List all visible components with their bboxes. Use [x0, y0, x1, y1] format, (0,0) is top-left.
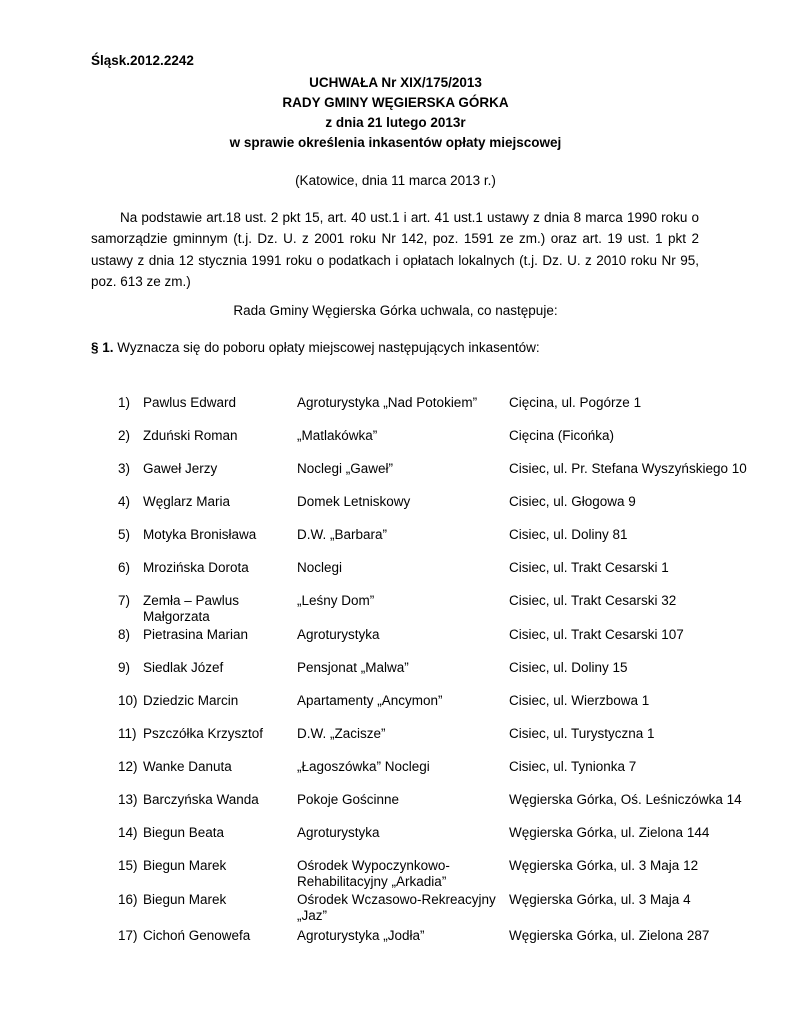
collector-number: 6) — [118, 560, 131, 575]
collector-row — [0, 627, 791, 647]
collector-object: „Leśny Dom” — [297, 593, 375, 608]
collector-name: Biegun Beata — [143, 825, 225, 840]
resolution-line: Rada Gminy Węgierska Górka uchwala, co następuje: — [233, 303, 558, 318]
collector-object: „Łagoszówka” Noclegi — [297, 759, 430, 774]
collector-number: 12) — [118, 759, 138, 774]
collector-name: Motyka Bronisława — [143, 527, 257, 542]
collector-number: 5) — [118, 527, 131, 542]
collector-name: Pietrasina Marian — [143, 627, 249, 642]
collector-row — [0, 792, 791, 812]
collector-number: 7) — [118, 593, 131, 608]
collector-row — [0, 858, 791, 889]
collector-row — [0, 892, 791, 923]
collector-address: Węgierska Górka, ul. Zielona 287 — [509, 928, 710, 943]
collector-object: Pokoje Gościnne — [297, 792, 400, 807]
resolution-title: UCHWAŁA Nr XIX/175/2013 — [309, 75, 482, 90]
collector-row — [0, 395, 791, 415]
collector-address: Węgierska Górka, Oś. Leśniczówka 14 — [509, 792, 742, 807]
collector-row — [0, 726, 791, 746]
collector-row — [0, 928, 791, 948]
collector-object: Apartamenty „Ancymon” — [297, 693, 443, 708]
collector-name: Wanke Danuta — [143, 759, 232, 774]
collector-name: Dziedzic Marcin — [143, 693, 239, 708]
collector-address: Cisiec, ul. Tynionka 7 — [509, 759, 637, 774]
publication-note: (Katowice, dnia 11 marca 2013 r.) — [295, 173, 496, 188]
collector-name: Zduński Roman — [143, 428, 238, 443]
collector-number: 10) — [118, 693, 138, 708]
collector-name: Mrozińska Dorota — [143, 560, 249, 575]
collector-name: Biegun Marek — [143, 858, 227, 873]
collector-name: Pszczółka Krzysztof — [143, 726, 264, 741]
collector-address: Cisiec, ul. Głogowa 9 — [509, 494, 636, 509]
section-1 — [91, 340, 540, 355]
collector-address: Cisiec, ul. Wierzbowa 1 — [509, 693, 650, 708]
collector-number: 16) — [118, 892, 138, 907]
collector-row — [0, 593, 791, 624]
collector-address: Cisiec, ul. Trakt Cesarski 107 — [509, 627, 684, 642]
collector-object: Agroturystyka — [297, 825, 380, 840]
collector-number: 8) — [118, 627, 131, 642]
collector-row — [0, 660, 791, 680]
collector-object: Ośrodek Wczasowo-Rekreacyjny „Jaz” — [297, 892, 496, 923]
collector-object: D.W. „Barbara” — [297, 527, 388, 542]
collector-address: Węgierska Górka, ul. 3 Maja 4 — [509, 892, 691, 907]
collector-name: Pawlus Edward — [143, 395, 237, 410]
collector-object: Agroturystyka — [297, 627, 380, 642]
collector-name: Siedlak Józef — [143, 660, 224, 675]
collector-address: Cisiec, ul. Trakt Cesarski 1 — [509, 560, 669, 575]
collector-row — [0, 428, 791, 448]
collector-name: Barczyńska Wanda — [143, 792, 259, 807]
resolution-date: z dnia 21 lutego 2013r — [325, 115, 466, 130]
collector-number: 1) — [118, 395, 131, 410]
collector-address: Cisiec, ul. Doliny 15 — [509, 660, 628, 675]
collector-number: 9) — [118, 660, 131, 675]
collector-row — [0, 527, 791, 547]
collector-number: 17) — [118, 928, 138, 943]
collector-number: 14) — [118, 825, 138, 840]
collector-name: Węglarz Maria — [143, 494, 231, 509]
collector-object: Agroturystyka „Nad Potokiem” — [297, 395, 478, 410]
collector-row — [0, 461, 791, 481]
collector-object: Domek Letniskowy — [297, 494, 411, 509]
collector-address: Węgierska Górka, ul. Zielona 144 — [509, 825, 710, 840]
legal-basis-text: Na podstawie art.18 ust. 2 pkt 15, art. 40 ust.1 i art. 41 ust.1 ustawy z dnia 8 marca 1990 roku o samorządzie gminnym (t.j. Dz. U. z 2001 roku Nr 142, poz. 1591 ze zm.) oraz art. 19 ust. 1 pkt 2 ustawy z dnia 12 stycznia 1991 roku o podatkach i opłatach lokalnych (t.j. Dz. U. z 2010 roku Nr 95, poz. 613 ze zm.) — [91, 210, 699, 289]
collector-object: Noclegi — [297, 560, 343, 575]
collector-object: „Matlakówka” — [297, 428, 378, 443]
collector-number: 2) — [118, 428, 131, 443]
section-label: § 1. — [91, 340, 114, 355]
collector-number: 13) — [118, 792, 138, 807]
collector-number: 11) — [118, 726, 137, 741]
collector-row — [0, 560, 791, 580]
section-text: Wyznacza się do poboru opłaty miejscowej następujących inkasentów: — [113, 340, 540, 355]
collector-address: Cisiec, ul. Trakt Cesarski 32 — [509, 593, 677, 608]
collector-number: 15) — [118, 858, 138, 873]
document-reference: Śląsk.2012.2242 — [91, 53, 194, 68]
collector-row — [0, 693, 791, 713]
collector-row — [0, 825, 791, 845]
collector-address: Cięcina (Ficońka) — [509, 428, 615, 443]
collector-object: Agroturystyka „Jodła” — [297, 928, 425, 943]
collector-object: Pensjonat „Malwa” — [297, 660, 409, 675]
collector-object: Ośrodek Wypoczynkowo-Rehabilitacyjny „Arkadia” — [297, 858, 450, 889]
collector-object: D.W. „Zacisze” — [297, 726, 386, 741]
collector-name: Cichoń Genowefa — [143, 928, 251, 943]
collector-name: Gaweł Jerzy — [143, 461, 218, 476]
collector-address: Cisiec, ul. Doliny 81 — [509, 527, 628, 542]
resolution-subject: w sprawie określenia inkasentów opłaty miejscowej — [229, 135, 562, 150]
collector-row — [0, 494, 791, 514]
collector-number: 4) — [118, 494, 131, 509]
collector-row — [0, 759, 791, 779]
collector-address: Cięcina, ul. Pogórze 1 — [509, 395, 642, 410]
collector-address: Cisiec, ul. Turystyczna 1 — [509, 726, 655, 741]
collector-number: 3) — [118, 461, 131, 476]
council-name: RADY GMINY WĘGIERSKA GÓRKA — [282, 95, 509, 110]
collector-address: Węgierska Górka, ul. 3 Maja 12 — [509, 858, 699, 873]
collector-name: Biegun Marek — [143, 892, 227, 907]
legal-basis-paragraph — [91, 207, 699, 292]
collector-address: Cisiec, ul. Pr. Stefana Wyszyńskiego 10 — [509, 461, 747, 476]
collector-name: Zemła – Pawlus Małgorzata — [143, 593, 240, 624]
collector-object: Noclegi „Gaweł” — [297, 461, 394, 476]
